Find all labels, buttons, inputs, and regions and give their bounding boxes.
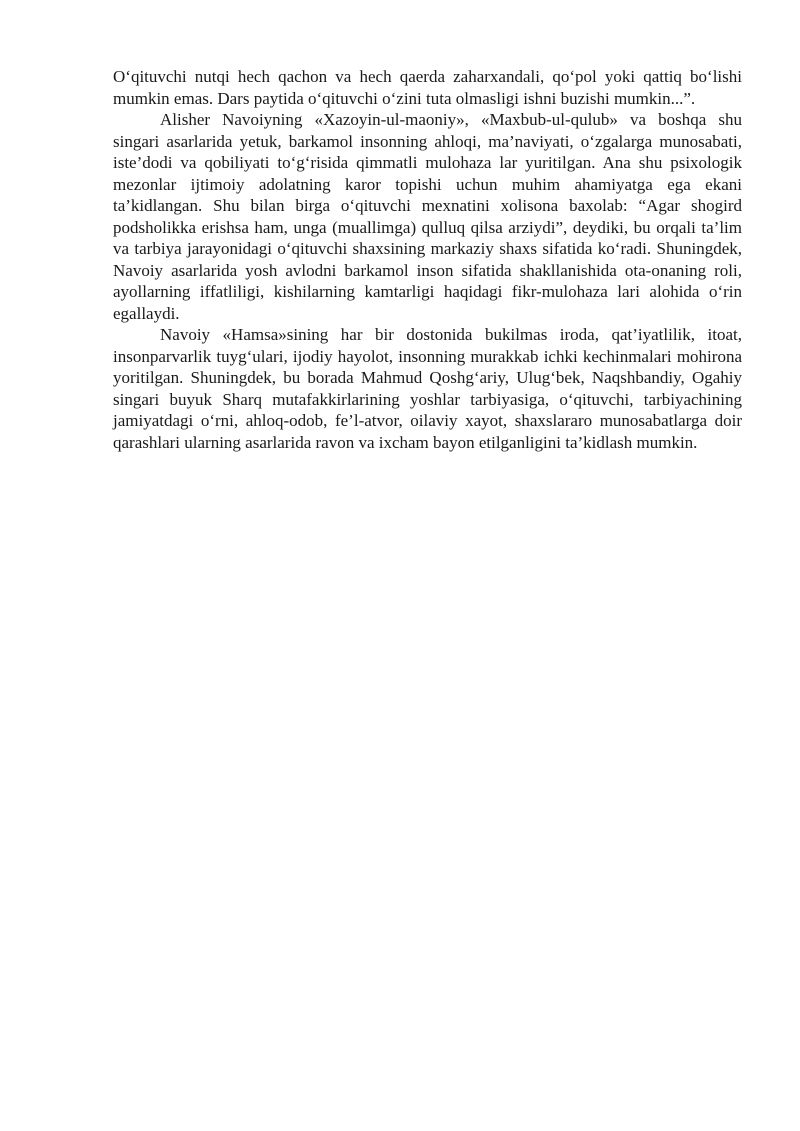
paragraph-navoiy-works: Alisher Navoiyning «Xazoyin-ul-maoniy», «Maxbub-ul-qulub» va boshqa shu singari asarlarida yetuk, barkamol insonning ahloqi, ma’naviyati, o‘zgalarga munosabati, iste’dodi va qobiliyati to‘g‘risida qimmatli mulohaza lar yuritilgan. Ana shu psixologik mezonlar ijtimoiy adolatning karor topishi uchun muhim ahamiyatga ega ekani ta’kidlangan. Shu bilan birga o‘qituvchi mexnatini xolisona baxolab: “Agar shogird podsholikka erishsa ham, unga (muallimga) qulluq qilsa arziydi”, deydiki, bu orqali ta’lim va tarbiya jarayonidagi o‘qituvchi shaxsining markaziy shaxs sifatida ko‘radi. Shuningdek, Navoiy asarlarida yosh avlodni barkamol inson sifatida shakllanishida ota-onaning roli, ayollarning iffatliligi, kishilarning kamtarligi haqidagi fikr-mulohaza lari alohida o‘rin egallaydi. xyxy=(113,110,742,323)
paragraph-hamsa: Navoiy «Hamsa»sining har bir dostonida bukilmas iroda, qat’iyatlilik, itoat, insonparvarlik tuyg‘ulari, ijodiy hayolot, insonning murakkab ichki kechinmalari mohirona yoritilgan. Shuningdek, bu borada Mahmud Qoshg‘ariy, Ulug‘bek, Naqshbandiy, Ogahiy singari buyuk Sharq mutafakkirlarining yoshlar tarbiyasiga, o‘qituvchi, tarbiyachining jamiyatdagi o‘rni, ahloq-odob, fe’l-atvor, oilaviy xayot, shaxslararo munosabatlarga doir qarashlari ularning asarlarida ravon va ixcham bayon etilganligini ta’kidlash mumkin. xyxy=(113,325,742,452)
document-page xyxy=(113,66,742,453)
paragraph-continuation: O‘qituvchi nutqi hech qachon va hech qaerda zaharxandali, qo‘pol yoki qattiq bo‘lishi mumkin emas. Dars paytida o‘qituvchi o‘zini tuta olmasligi ishni buzishi mumkin...”. xyxy=(113,67,742,108)
